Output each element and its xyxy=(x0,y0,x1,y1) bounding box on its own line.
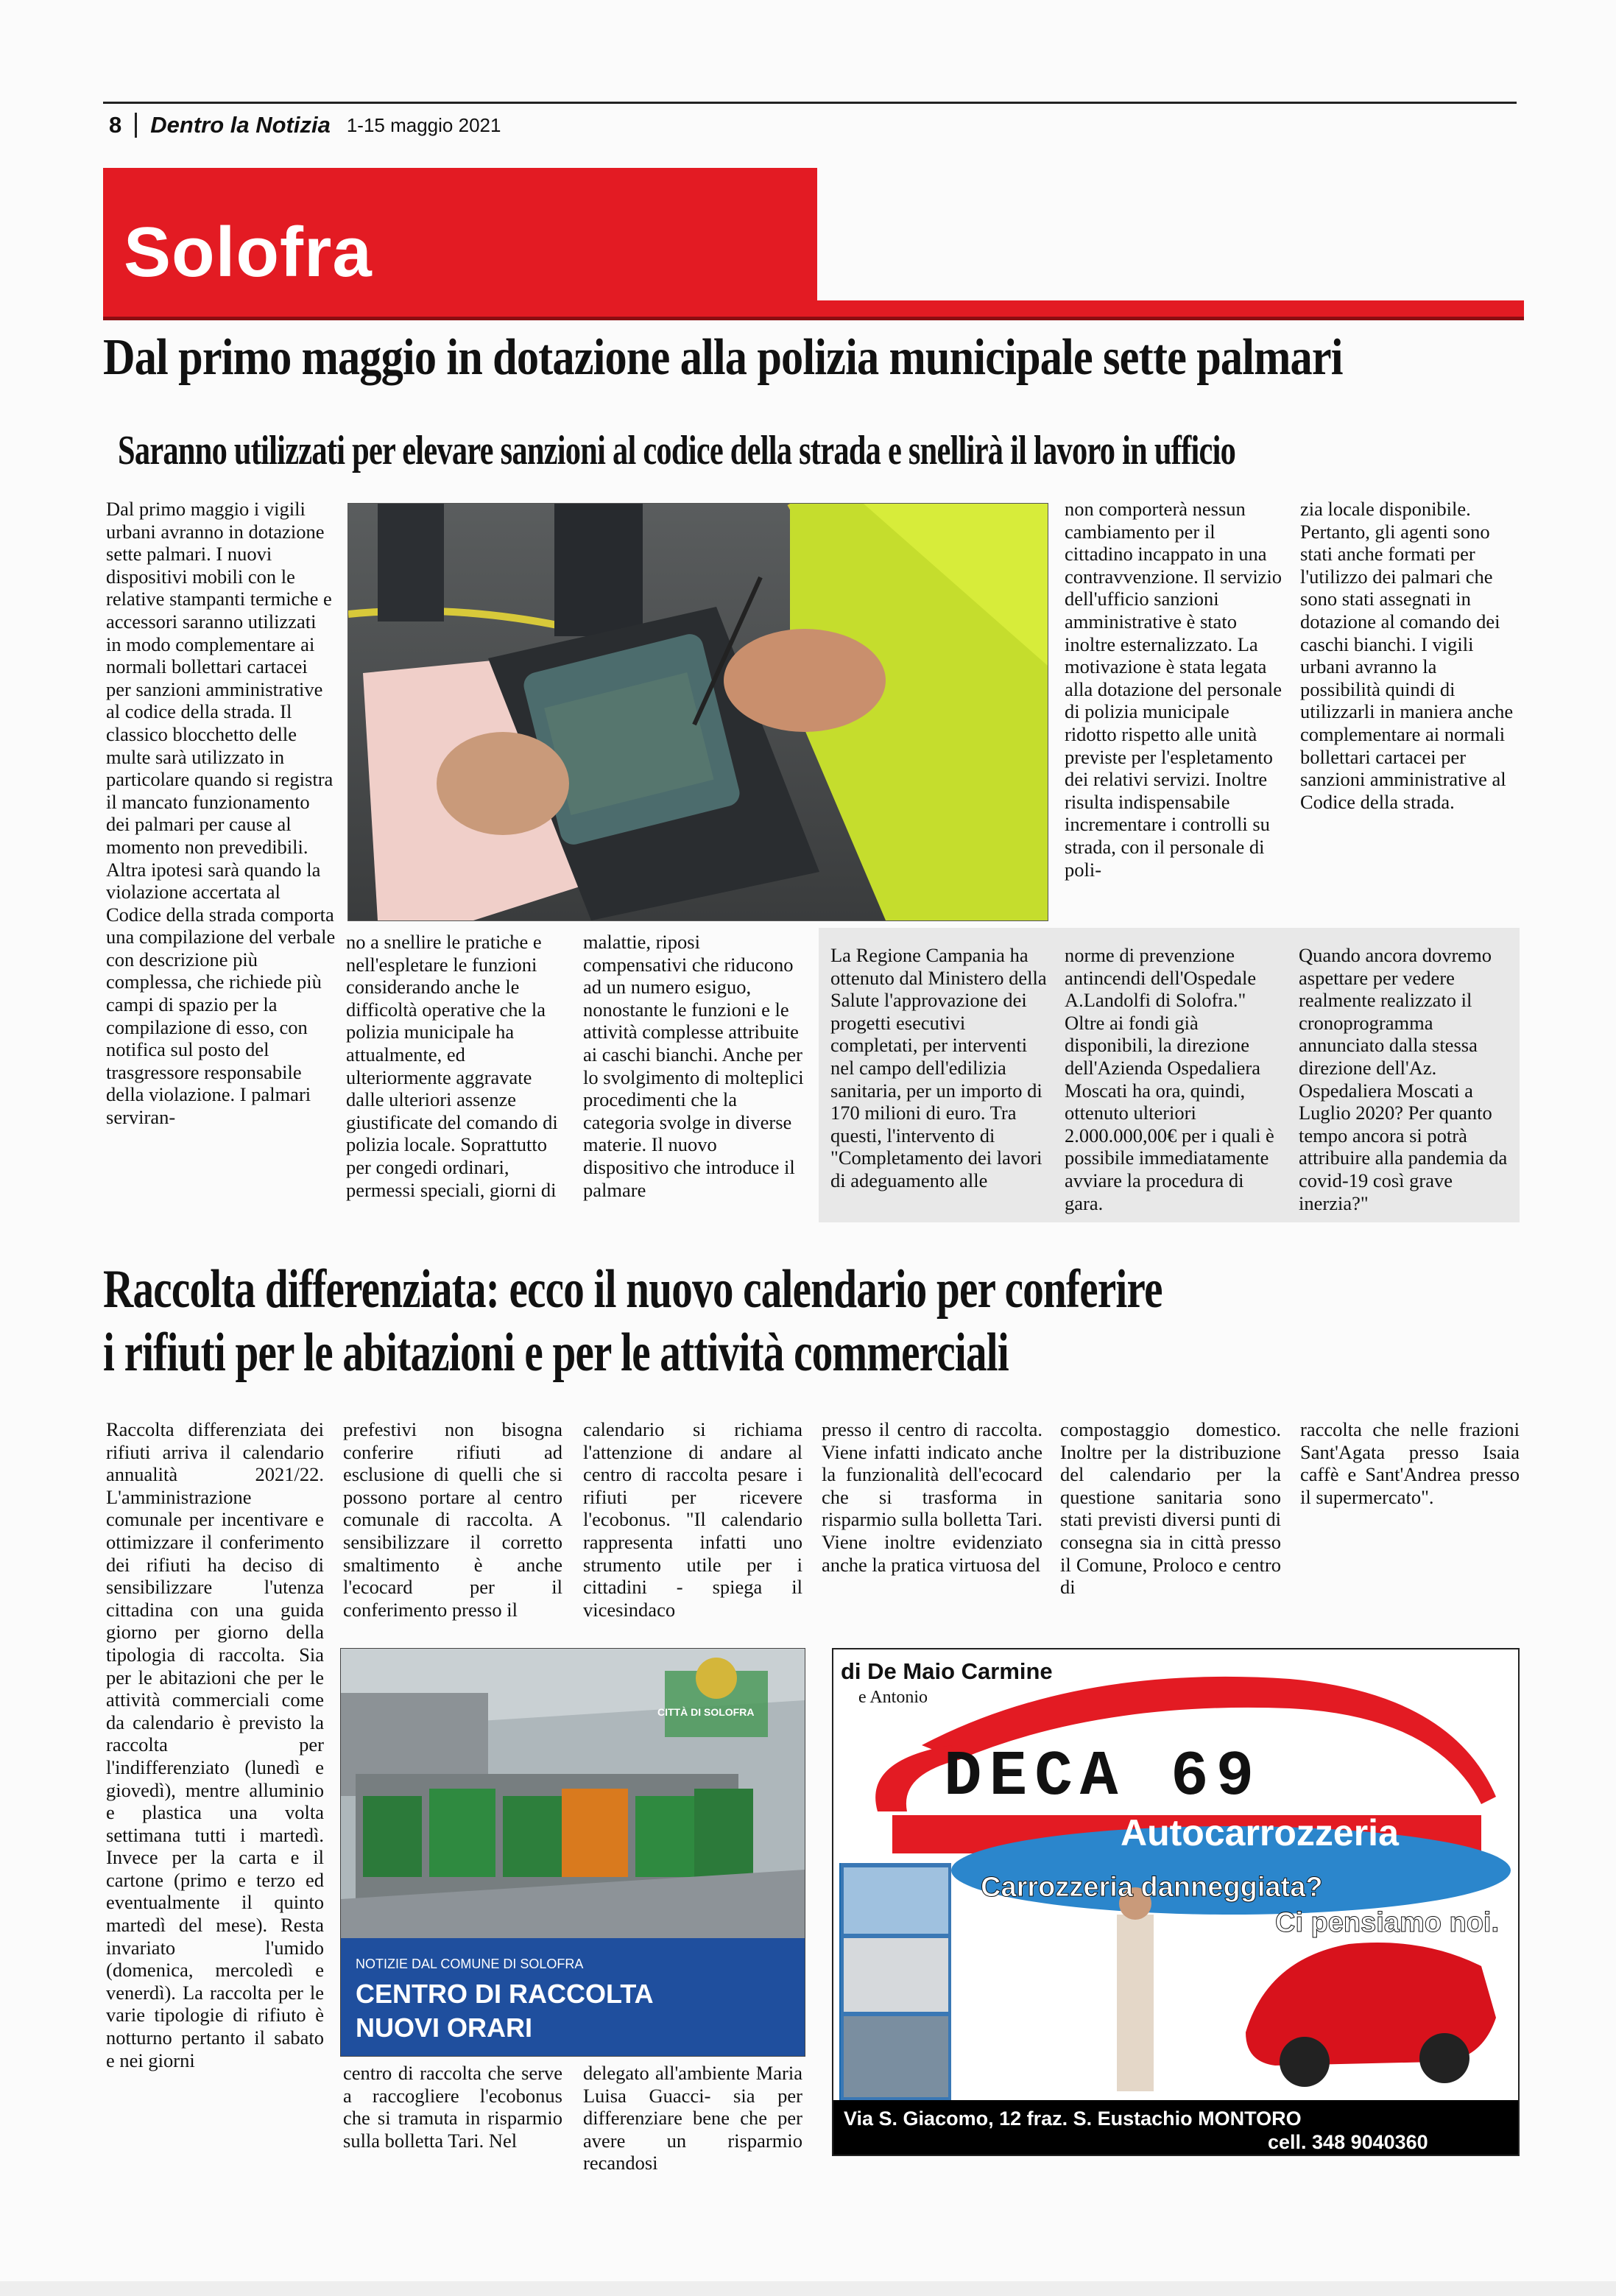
article1-subheadline: Saranno utilizzati per elevare sanzioni al codice della strada e snellirà il lavoro in ufficio xyxy=(118,428,1236,473)
ad-answer: Ci pensiamo noi. xyxy=(1275,1907,1500,1938)
article1-col1: Dal primo maggio i vigili urbani avranno in dotazione sette palmari. I nuovi dispositivi mobili con le relative stampanti termiche e accessori saranno utilizzati in modo complementare ai normali bollettari cartacei per sanzioni amministrative al codice della strada. Il classico blocchetto delle multe sarà utilizzato in particolare quando si registra il mancato funzionamento dei palmari per cause al momento non prevedibili. Altra ipotesi sarà quando la violazione accertata al Codice della strada comporta una compilazione del verbale con descrizione più complessa, che richiede più campi di spazio per la compilazione di esso, con notifica sul posto del trasgressore responsabile della violazione. I palmari serviran- xyxy=(106,498,336,1129)
header-rule xyxy=(103,102,1517,104)
box-col1: La Regione Campania ha ottenuto dal Ministero della Salute l'approvazione dei progetti esecutivi completati, per interventi nel campo dell'edilizia sanitaria, per un importo di 170 milioni di euro. Tra questi, l'intervento di "Completamento dei lavori di adeguamento alle xyxy=(830,944,1047,1191)
ad-question: Carrozzeria danneggiata? xyxy=(981,1872,1323,1903)
recycling-centre-photo xyxy=(340,1648,805,2057)
section-rule xyxy=(817,300,1524,317)
box-col3: Quando ancora dovremo aspettare per vedere realmente realizzato il cronoprogramma annunciato dalla stessa direzione dell'Az. Ospedaliera Moscati a Luglio 2020? Per quanto tempo ancora si potrà attribuire alla pandemia da covid-19 così grave inerzia?" xyxy=(1299,944,1508,1214)
box-col2: norme di prevenzione antincendi dell'Ospedale A.Landolfi di Solofra." Oltre ai fondi già disponibili, la direzione dell'Azienda Ospedaliera Moscati ha ora, quindi, ottenuto ulteriori 2.000.000,00€ per i quali è possibile immediatamente avviare la procedura di gara. xyxy=(1065,944,1274,1214)
photo2-caption-line1: CENTRO DI RACCOLTA xyxy=(356,1979,654,2009)
article1-col3: malattie, riposi compensativi che riducono ad un numero esiguo, nonostante le funzioni e le attività complesse attribuite ai caschi bianchi. Anche per lo svolgimento di molteplici procedimenti che la categoria svolge in diverse materie. Il nuovo dispositivo che introduce il palmare xyxy=(583,931,804,1201)
paper-name: Dentro la Notizia xyxy=(150,112,331,138)
page-number: 8 xyxy=(109,112,122,138)
coat-of-arms-icon xyxy=(696,1658,737,1699)
photo2-caption-small: NOTIZIE DAL COMUNE DI SOLOFRA xyxy=(356,1957,584,1971)
ad-address: Via S. Giacomo, 12 fraz. S. Eustachio MONTORO xyxy=(844,2107,1302,2130)
article2-col4: presso il centro di raccolta. Viene infatti indicato anche la funzionalità dell'ecocard che si trasforma in risparmio sulla bolletta Tari. Viene inoltre evidenziato anche la pratica virtuosa del xyxy=(822,1418,1042,1576)
police-handheld-photo xyxy=(347,503,1048,921)
page-footer-band xyxy=(0,2281,1616,2296)
ad-owner2: e Antonio xyxy=(858,1688,928,1707)
section-shadow xyxy=(103,317,1524,320)
photo-illustration xyxy=(348,504,1048,920)
article2-headline xyxy=(103,1258,1162,1384)
article2-col2-top: prefestivi non bisogna conferire rifiuti ad esclusione di quelli che si possono portare al centro comunale di raccolta. A sensibilizzare il corretto smaltimento è anche l'ecocard per il conferimento presso il xyxy=(343,1418,562,1621)
article2-col3-bottom: delegato all'ambiente Maria Luisa Guacci- sia per differenziare bene che per avere un risparmio recandosi xyxy=(583,2062,802,2174)
article1-headline: Dal primo maggio in dotazione alla polizia municipale sette palmari xyxy=(103,329,1343,386)
issue-date: 1-15 maggio 2021 xyxy=(346,113,501,136)
ad-phone: cell. 348 9040360 xyxy=(1268,2131,1428,2153)
article1-col5: zia locale disponibile. Pertanto, gli agenti sono stati anche formati per l'utilizzo dei palmari che sono stati assegnati in dotazione al comando dei caschi bianchi. I vigili urbani avranno la possibilità quindi di utilizzarli in maniera anche complementare ai normali bollettari cartacei per sanzioni amministrative al Codice della strada. xyxy=(1300,498,1514,813)
section-title: Solofra xyxy=(124,213,373,292)
header-separator xyxy=(135,113,137,138)
article2-headline-line2: i rifiuti per le abitazioni e per le attività commerciali xyxy=(103,1323,1009,1383)
article2-col3-top: calendario si richiama l'attenzione di andare al centro di raccolta pesare i rifiuti per ricevere l'ecobonus. "Il calendario rappresenta infatti uno strumento utile per i cittadini - spiega il vicesindaco xyxy=(583,1418,802,1621)
article2-col5: compostaggio domestico. Inoltre per la distribuzione del calendario per la questione sanitaria sono stati previsti diversi punti di consegna sia in città presso il Comune, Proloco e centro di xyxy=(1060,1418,1281,1599)
photo2-caption-line2: NUOVI ORARI xyxy=(356,2012,533,2043)
article2-col6: raccolta che nelle frazioni Sant'Agata presso Isaia caffè e Sant'Andrea presso il supermercato". xyxy=(1300,1418,1520,1508)
article1-col4: non comporterà nessun cambiamento per il cittadino incappato in una contravvenzione. Il servizio dell'ufficio sanzioni amministrative è stato inoltre esternalizzato. La motivazione è stata legata alla dotazione del personale di polizia municipale ridotto rispetto alle unità previste per l'espletamento dei relativi servizi. Inoltre risulta indispensabile incrementare i controlli su strada, con il personale di poli- xyxy=(1065,498,1282,881)
page-header xyxy=(109,110,501,140)
article2-headline-line1: Raccolta differenziata: ecco il nuovo calendario per conferire xyxy=(103,1259,1162,1320)
ad-brand: DECA 69 xyxy=(944,1741,1262,1813)
ad-tagline: Autocarrozzeria xyxy=(1121,1812,1399,1853)
article1-col2: no a snellire le pratiche e nell'espletare le funzioni considerando anche le difficoltà operative che la polizia municipale ha attualmente, ed ulteriormente aggravate dalle ulteriori assenze giustificate del comando di polizia locale. Soprattutto per congedi ordinari, permessi speciali, giorni di xyxy=(346,931,558,1201)
article2-col2-bottom: centro di raccolta che serve a raccogliere l'ecobonus che si tramuta in risparmio sulla bolletta Tari. Nel xyxy=(343,2062,562,2152)
ad-owner: di De Maio Carmine xyxy=(841,1658,1053,1684)
article2-col1: Raccolta differenziata dei rifiuti arriva il calendario annualità 2021/22. L'amministrazione comunale per incentivare e ottimizzare il conferimento dei rifiuti ha deciso di sensibilizzare l'utenza cittadina con una guida giorno per giorno della tipologia di raccolta. Sia per le abitazioni che per le attività commerciali come da calendario è previsto la raccolta per l'indifferenziato (lunedì e giovedì), mentre alluminio e plastica una volta settimana tutti i martedì. Invece per la carta e il cartone (primo e terzo ed eventualmente il quinto martedì del mese). Resta invariato l'umido (domenica, mercoledì e venerdì). La raccolta per le varie tipologie di rifiuto è notturno pertanto il sabato e nei giorni xyxy=(106,1418,324,2071)
photo2-logo-text: CITTÀ DI SOLOFRA xyxy=(657,1706,755,1718)
deca69-advertisement[interactable] xyxy=(832,1648,1520,2156)
